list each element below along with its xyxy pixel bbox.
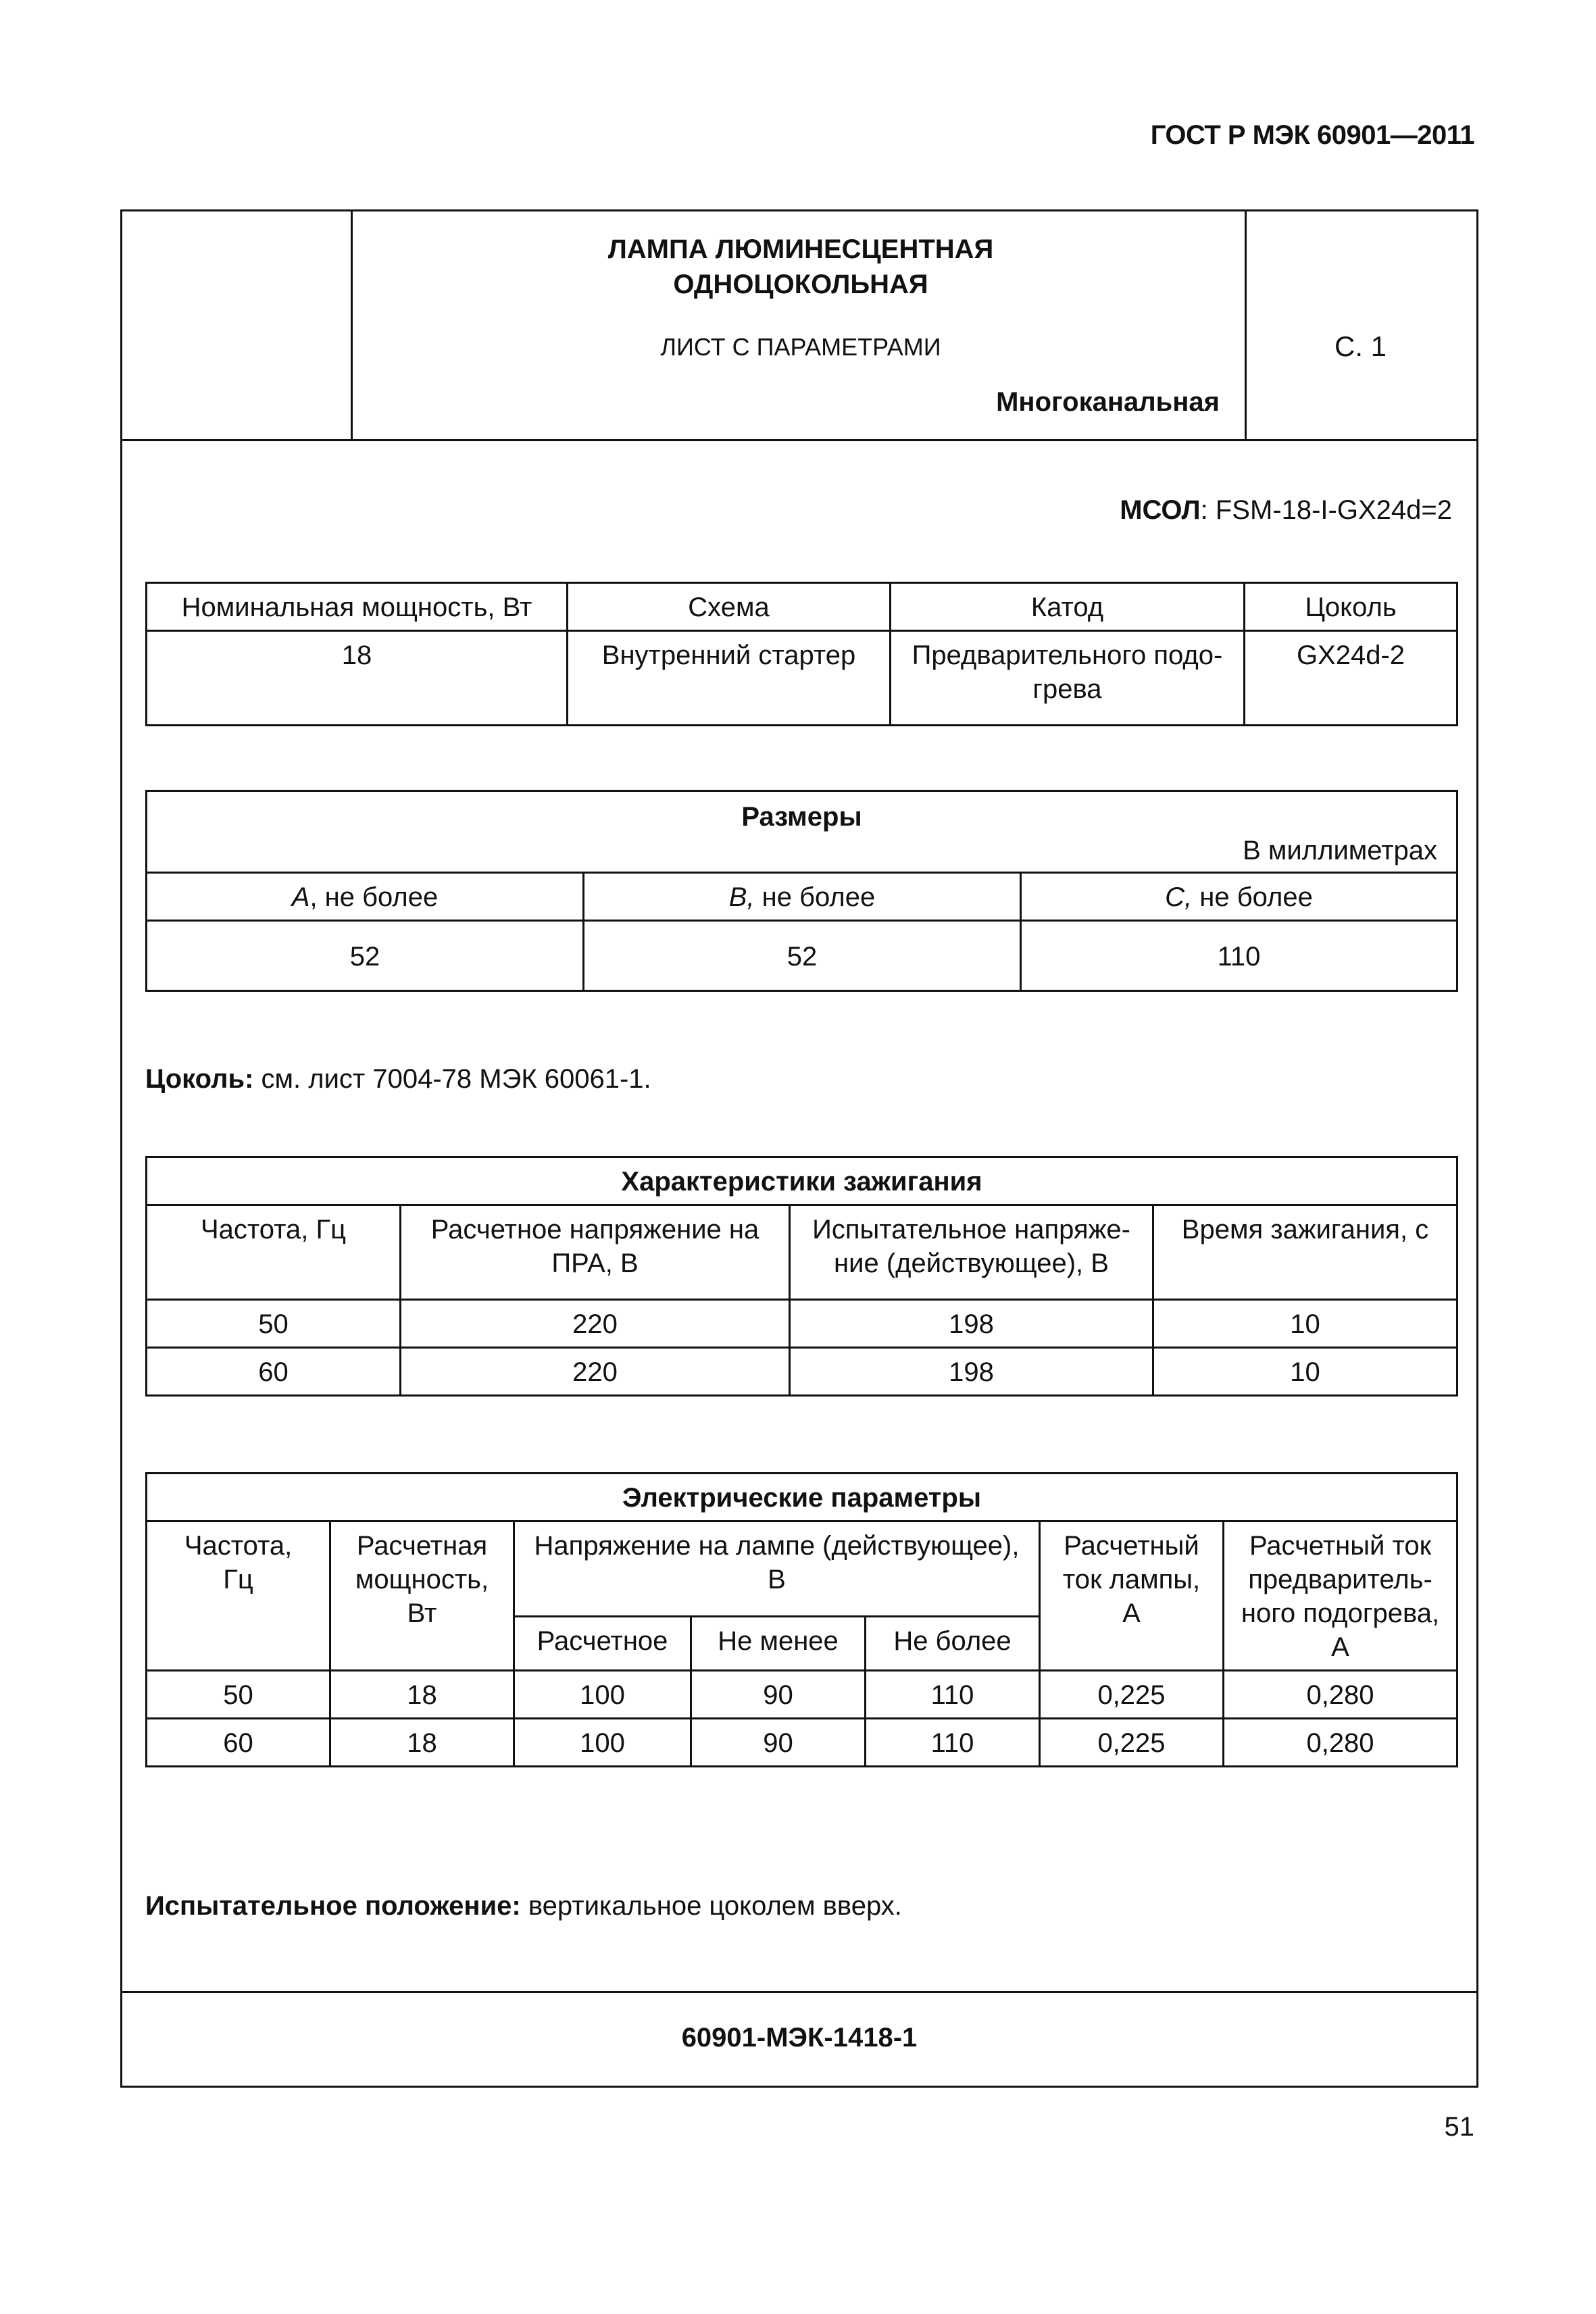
test-position-note (145, 1891, 902, 1921)
table-header-cell: Время зажигания, с (1153, 1205, 1457, 1300)
dimension-letter: А (291, 882, 310, 912)
table-row (147, 631, 1457, 726)
table-cell: 110 (1021, 921, 1457, 991)
base-note (145, 1064, 651, 1095)
table-header-cell (1021, 873, 1457, 921)
lamp-designation (1120, 495, 1452, 526)
sheet-title-line2: ОДНОЦОКОЛЬНАЯ (673, 270, 928, 299)
test-position-label: Испытательное положение: (145, 1891, 521, 1921)
lamp-variant: Многоканальная (996, 387, 1220, 417)
sheet-title (353, 232, 1249, 302)
base-note-label: Цоколь: (145, 1064, 254, 1094)
table-header-cell: Номинальная мощность, Вт (147, 583, 568, 631)
table-cell: 220 (401, 1348, 790, 1396)
table-header-cell: Не более (866, 1617, 1040, 1671)
table-caption-row (147, 1157, 1457, 1205)
table-cell: 100 (514, 1719, 691, 1767)
dimension-letter: В, (728, 882, 755, 912)
table-cell: 60 (147, 1719, 330, 1767)
table-header-cell (147, 873, 584, 921)
table-header-row (147, 1205, 1457, 1300)
ignition-table (145, 1156, 1458, 1397)
title-block-right-cell (1245, 211, 1476, 439)
table-cell: 50 (147, 1300, 401, 1348)
table-header-cell: Расчетный ток лампы, А (1040, 1521, 1224, 1671)
base-note-text: см. лист 7004-78 МЭК 60061-1. (253, 1064, 651, 1094)
table-row (147, 1300, 1457, 1348)
table-cell: 0,225 (1040, 1671, 1224, 1719)
table-cell: 52 (584, 921, 1021, 991)
table-cell: 110 (866, 1671, 1040, 1719)
table-cell: 60 (147, 1348, 401, 1396)
sheet-number: С. 1 (1334, 330, 1387, 362)
table-cell: 0,280 (1224, 1671, 1457, 1719)
table-cell: 18 (330, 1719, 514, 1767)
sheet-title-line1: ЛАМПА ЛЮМИНЕСЦЕНТНАЯ (607, 234, 994, 264)
table-header-row (147, 1521, 1457, 1617)
table-caption: Характеристики зажигания (147, 1157, 1457, 1205)
table-cell: 18 (330, 1671, 514, 1719)
table-cell: 0,225 (1040, 1719, 1224, 1767)
table-cell: Предварительного подо- грева (891, 631, 1245, 726)
dimension-qualifier: не более (754, 882, 876, 912)
sheet-subtitle: ЛИСТ С ПАРАМЕТРАМИ (660, 333, 941, 361)
dimension-qualifier: , не более (309, 882, 439, 912)
table-row (147, 1719, 1457, 1767)
table-cell: 0,280 (1224, 1719, 1457, 1767)
title-block-left-cell (122, 211, 353, 439)
table-caption: Размеры (741, 802, 862, 832)
table-cell: 10 (1153, 1300, 1457, 1348)
designation-label: МСОЛ (1120, 495, 1201, 525)
dimension-letter: С, (1165, 882, 1193, 912)
sheet-footer (122, 1991, 1476, 2086)
table-cell: 52 (147, 921, 584, 991)
table-caption-row (147, 1474, 1457, 1521)
dimensions-table (145, 790, 1458, 992)
table-caption: Электрические параметры (147, 1474, 1457, 1521)
table-header-cell: Расчетное (514, 1617, 691, 1671)
test-position-text: вертикальное цоколем вверх. (520, 1891, 902, 1921)
table-header-cell: Напряжение на лампе (действующее), В (514, 1521, 1040, 1617)
document-standard-header: ГОСТ Р МЭК 60901—2011 (1150, 120, 1474, 150)
dimension-qualifier: не более (1192, 882, 1313, 912)
table-row (147, 921, 1457, 991)
table-cell: 90 (691, 1671, 866, 1719)
table-cell: GX24d-2 (1245, 631, 1457, 726)
table-header-cell: Схема (568, 583, 891, 631)
table-header-cell: Испытательное напряже- ние (действующее), В (790, 1205, 1153, 1300)
table-row (147, 1348, 1457, 1396)
datasheet-frame (120, 209, 1478, 2088)
table-row (147, 1671, 1457, 1719)
page-number: 51 (1444, 2112, 1474, 2142)
table-cell: 198 (790, 1348, 1153, 1396)
table-header-cell: Частота, Гц (147, 1521, 330, 1671)
table-header-cell: Расчетный ток предваритель- ного подогрева, А (1224, 1521, 1457, 1671)
table-caption-row (147, 791, 1457, 873)
unit-label: В миллиметрах (1243, 836, 1438, 865)
electrical-table (145, 1472, 1458, 1767)
table-header-cell: Частота, Гц (147, 1205, 401, 1300)
table-header-cell: Не менее (691, 1617, 866, 1671)
dimensions-caption-cell (147, 791, 1457, 873)
table-header-cell: Расчетная мощность, Вт (330, 1521, 514, 1671)
table-cell: 50 (147, 1671, 330, 1719)
table-header-cell: Катод (891, 583, 1245, 631)
table-header-cell: Цоколь (1245, 583, 1457, 631)
table-cell: 220 (401, 1300, 790, 1348)
table-header-cell (584, 873, 1021, 921)
main-parameters-table (145, 582, 1458, 726)
title-block (122, 211, 1476, 441)
table-cell: 10 (1153, 1348, 1457, 1396)
designation-value: : FSM-18-I-GX24d=2 (1200, 495, 1452, 525)
table-cell: Внутренний стартер (568, 631, 891, 726)
table-header-row (147, 873, 1457, 921)
table-cell: 18 (147, 631, 568, 726)
table-cell: 110 (866, 1719, 1040, 1767)
table-header-row (147, 583, 1457, 631)
table-cell: 90 (691, 1719, 866, 1767)
table-cell: 198 (790, 1300, 1153, 1348)
table-cell: 100 (514, 1671, 691, 1719)
table-header-cell: Расчетное напряжение на ПРА, В (401, 1205, 790, 1300)
sheet-code: 60901-МЭК-1418-1 (681, 2023, 918, 2053)
